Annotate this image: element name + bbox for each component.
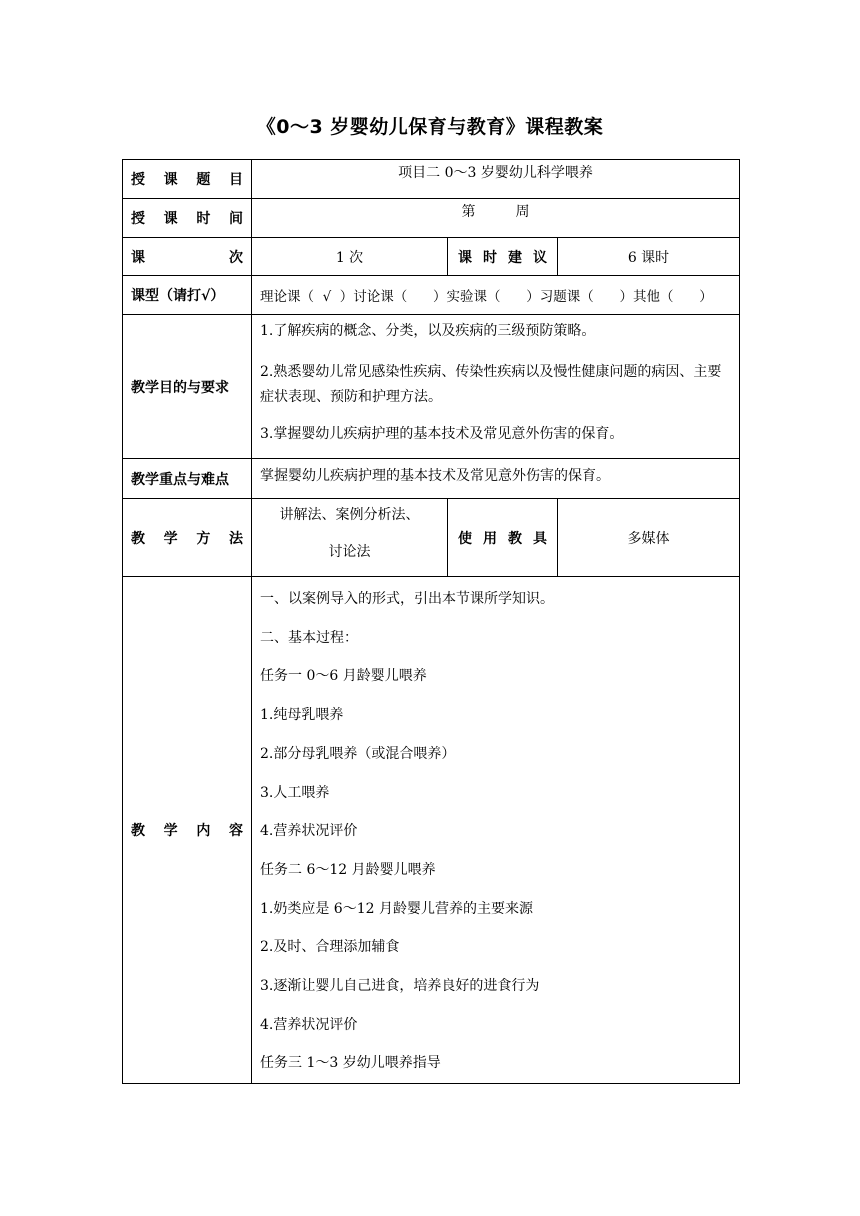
goal-item: 1.了解疾病的概念、分类，以及疾病的三级预防策略。 <box>260 323 596 339</box>
value-topic: 项目二 0～3 岁婴幼儿科学喂养 <box>252 160 740 199</box>
row-count <box>123 238 740 276</box>
content-item: 3.逐渐让婴儿自己进食，培养良好的进食行为 <box>260 978 540 995</box>
row-type <box>123 276 740 315</box>
value-goals <box>252 315 740 459</box>
value-key: 掌握婴幼儿疾病护理的基本技术及常见意外伤害的保育。 <box>252 459 740 499</box>
row-content <box>123 577 740 1084</box>
label-content: 教 学 内 容 <box>123 577 252 1084</box>
content-item: 2.及时、合理添加辅食 <box>260 939 400 956</box>
content-item: 1.奶类应是 6～12 月龄婴儿营养的主要来源 <box>260 900 533 917</box>
row-topic <box>123 160 740 199</box>
content-item: 2.部分母乳喂养（或混合喂养） <box>260 745 456 762</box>
content-item: 3.人工喂养 <box>260 784 330 801</box>
week-prefix: 第 <box>461 204 476 220</box>
label-goals: 教学目的与要求 <box>123 315 252 459</box>
content-item: 4.营养状况评价 <box>260 1016 358 1033</box>
row-key <box>123 459 740 499</box>
row-time <box>123 199 740 238</box>
label-topic: 授 课 题 目 <box>123 160 252 199</box>
label-count: 课 次 <box>123 238 252 276</box>
value-content <box>252 577 740 1084</box>
value-type: 理论课（ √ ）讨论课（ ）实验课（ ）习题课（ ）其他（ ） <box>252 276 740 315</box>
value-method <box>252 499 448 577</box>
value-time <box>252 199 740 238</box>
content-item: 任务一 0～6 月龄婴儿喂养 <box>260 668 427 685</box>
value-hours: 6 课时 <box>558 238 740 276</box>
goal-item: 3.掌握婴幼儿疾病护理的基本技术及常见意外伤害的保育。 <box>260 426 624 442</box>
row-method <box>123 499 740 577</box>
label-method: 教 学 方 法 <box>123 499 252 577</box>
content-item: 1.纯母乳喂养 <box>260 707 344 724</box>
label-key: 教学重点与难点 <box>123 459 252 499</box>
label-tools: 使 用 教 具 <box>448 499 558 577</box>
week-suffix: 周 <box>515 204 530 220</box>
content-item: 任务三 1～3 岁幼儿喂养指导 <box>260 1055 441 1072</box>
method-line: 讲解法、案例分析法、 <box>279 507 420 523</box>
method-line: 讨论法 <box>328 544 371 560</box>
content-item: 一、以案例导入的形式，引出本节课所学知识。 <box>260 591 554 607</box>
label-hours: 课 时 建 议 <box>448 238 558 276</box>
content-item: 二、基本过程： <box>260 629 358 646</box>
page-title: 《0～3 岁婴幼儿保育与教育》课程教案 <box>256 116 604 138</box>
lesson-plan-table <box>122 159 740 1084</box>
goal-item: 2.熟悉婴幼儿常见感染性疾病、传染性疾病以及慢性健康问题的病因、主要症状表现、预防和护理方法。 <box>260 364 722 405</box>
label-type: 课型（请打√） <box>123 276 252 315</box>
content-item: 任务二 6～12 月龄婴儿喂养 <box>260 861 436 878</box>
value-tools: 多媒体 <box>558 499 740 577</box>
value-count: 1 次 <box>252 238 448 276</box>
row-goals <box>123 315 740 459</box>
label-time: 授 课 时 间 <box>123 199 252 238</box>
content-item: 4.营养状况评价 <box>260 823 358 840</box>
